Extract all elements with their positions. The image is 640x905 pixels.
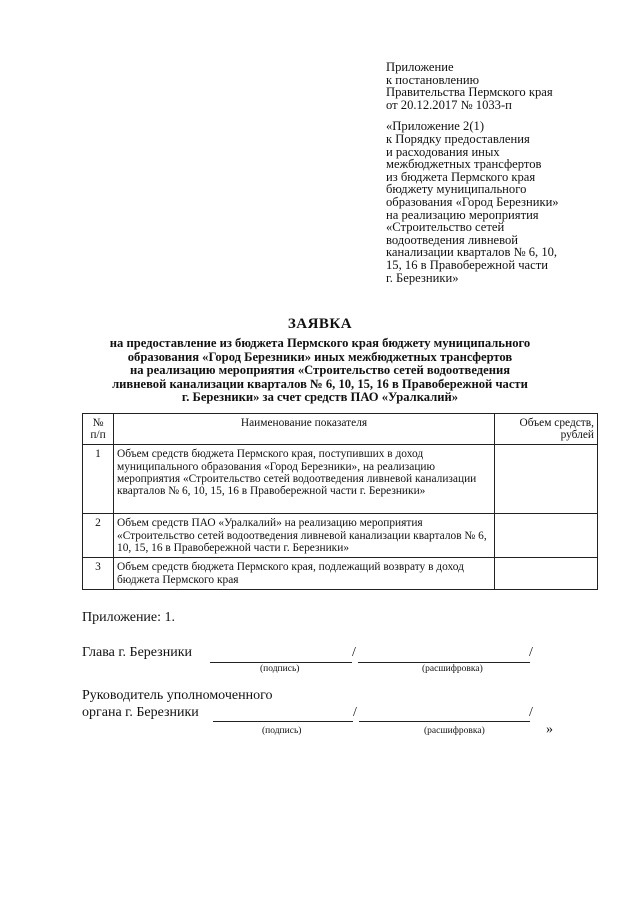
signer1-sign-line[interactable] bbox=[210, 662, 352, 663]
indicators-table bbox=[82, 413, 598, 590]
appendix-line: Правительства Пермского края bbox=[386, 85, 553, 100]
document-subtitle bbox=[70, 337, 570, 405]
subtitle-line: на реализацию мероприятия «Строительство сетей водоотведения bbox=[129, 363, 511, 378]
document-title: ЗАЯВКА bbox=[287, 316, 353, 332]
header-value-line: Объем средств, bbox=[519, 417, 594, 429]
appendix-line: межбюджетных трансфертов bbox=[386, 157, 542, 172]
signer2-sign-caption: (подпись) bbox=[262, 726, 302, 736]
row-name: Объем средств бюджета Пермского края, поступивших в доход муниципального образования «Город Березники», на реализацию мероприятия «Строительство сетей водоотведения ливневой канализации кварталов № 6, 10, 15, 16 в Правобережной части г. Березники» bbox=[114, 445, 495, 514]
appendix-line: к Порядку предоставления bbox=[386, 131, 530, 146]
signer1-slash: / bbox=[352, 645, 356, 660]
header-value bbox=[495, 414, 598, 445]
signer2-decode-line[interactable] bbox=[359, 721, 530, 722]
signer2-sign-line[interactable] bbox=[213, 721, 353, 722]
table-row bbox=[83, 514, 598, 558]
row-num: 3 bbox=[83, 558, 114, 590]
signer1-label: Глава г. Березники bbox=[82, 645, 192, 660]
row-name: Объем средств бюджета Пермского края, подлежащий возврату в доход бюджета Пермского края bbox=[114, 558, 495, 590]
appendix-line: образования «Город Березники» bbox=[386, 194, 559, 209]
signer2-decode-caption: (расшифровка) bbox=[424, 726, 485, 736]
signer1-decode-caption: (расшифровка) bbox=[422, 664, 483, 674]
row-num: 1 bbox=[83, 445, 114, 514]
appendix-line: «Приложение 2(1) bbox=[386, 119, 485, 134]
attachment-note: Приложение: 1. bbox=[82, 610, 176, 625]
subtitle-line: г. Березники» за счет средств ПАО «Уралкалий» bbox=[181, 390, 459, 405]
appendix-line: бюджету муниципального bbox=[386, 182, 527, 197]
appendix-line: г. Березники» bbox=[386, 270, 459, 285]
subtitle-line: образования «Город Березники» иных межбюджетных трансфертов bbox=[127, 349, 513, 364]
row-value[interactable] bbox=[495, 445, 598, 514]
appendix-line: 15, 16 в Правобережной части bbox=[386, 257, 548, 272]
appendix-line: из бюджета Пермского края bbox=[386, 169, 536, 184]
row-name: Объем средств ПАО «Уралкалий» на реализацию мероприятия «Строительство сетей водоотведения ливневой канализации кварталов № 6, 10, 15, 16 в Правобережной части г. Березники» bbox=[114, 514, 495, 558]
appendix-line: и расходования иных bbox=[386, 144, 500, 159]
signer1-sign-caption: (подпись) bbox=[260, 664, 300, 674]
appendix-block bbox=[386, 61, 559, 284]
signer1-slash-end: / bbox=[529, 645, 533, 660]
appendix-line: к постановлению bbox=[386, 72, 480, 87]
row-num: 2 bbox=[83, 514, 114, 558]
appendix-line: Приложение bbox=[386, 60, 454, 74]
closing-quote: » bbox=[546, 722, 553, 737]
signer2-slash-end: / bbox=[529, 705, 533, 720]
signer2-slash: / bbox=[353, 705, 357, 720]
row-value[interactable] bbox=[495, 558, 598, 590]
subtitle-line: ливневой канализации кварталов № 6, 10, 15, 16 в Правобережной части bbox=[112, 376, 528, 391]
table-row bbox=[83, 445, 598, 514]
header-name: Наименование показателя bbox=[114, 414, 495, 445]
appendix-line: на реализацию мероприятия bbox=[386, 207, 539, 222]
subtitle-line: на предоставление из бюджета Пермского края бюджету муниципального bbox=[109, 336, 531, 350]
signer2-label-line2: органа г. Березники bbox=[82, 705, 199, 720]
appendix-line: канализации кварталов № 6, 10, bbox=[386, 245, 558, 260]
table-row bbox=[83, 558, 598, 590]
header-num-line: п/п bbox=[90, 429, 106, 442]
table-header-row bbox=[83, 414, 598, 445]
row-value[interactable] bbox=[495, 514, 598, 558]
appendix-line: от 20.12.2017 № 1033-п bbox=[386, 97, 512, 112]
appendix-line: водоотведения ливневой bbox=[386, 232, 519, 247]
header-value-line: рублей bbox=[560, 429, 594, 442]
header-num bbox=[83, 414, 114, 445]
signer2-label-line1: Руководитель уполномоченного bbox=[82, 688, 273, 703]
header-num-line: № bbox=[92, 417, 104, 429]
appendix-line: «Строительство сетей bbox=[386, 220, 505, 235]
signer1-decode-line[interactable] bbox=[358, 662, 530, 663]
